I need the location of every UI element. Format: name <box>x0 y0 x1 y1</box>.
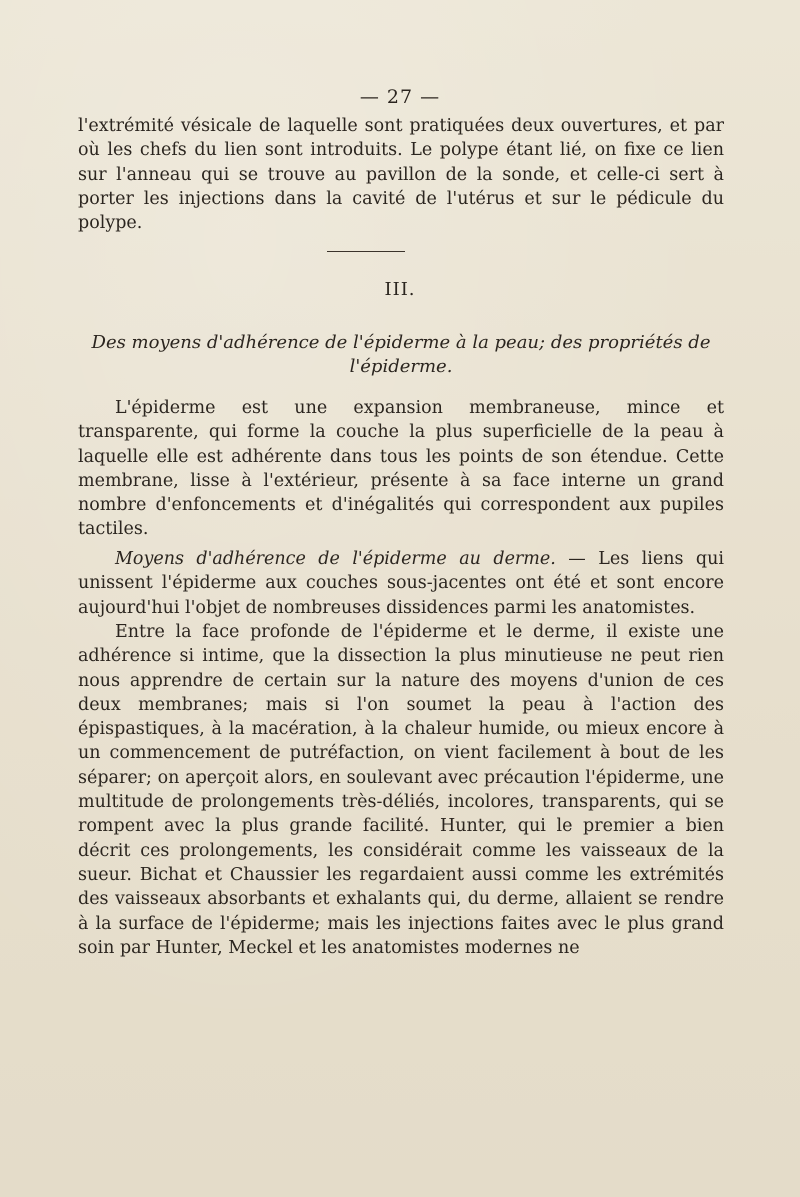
entre-text: Entre la face profonde de l'épiderme et le derme, il existe une adhérence si intime, que la dissection la plus minutieuse ne peut rien nous apprendre de certain sur la nature des moyens d'union de ces deux membranes; mais si l'on soumet la peau à l'action des épispastiques, à la macération, à la chaleur humide, ou mieux encore à un commencement de putréfaction, on vient facilement à bout de les séparer; on aperçoit alors, en soulevant avec précaution l'épiderme, une multitude de prolongements très-déliés, incolores, transparents, qui se rompent avec la plus grande facilité. Hunter, qui le premier a bien décrit ces prolongements, les considérait comme les vaisseaux de la sueur. Bichat et Chaussier les regardaient aussi comme les extrémités des vaisseaux absorbants et exhalants qui, du derme, allaient se rendre à la surface de l'épiderme; mais les injections faites avec le plus grand soin par Hunter, Meckel et les anatomistes modernes ne <box>78 622 724 958</box>
section-title: Des moyens d'adhérence de l'épiderme à la peau; des propriétés de l'épiderme. <box>91 332 711 377</box>
section-number: III. <box>384 279 416 300</box>
continuation-text: l'extrémité vésicale de laquelle sont pratiquées deux ouvertures, et par où les chefs du lien sont introduits. Le polype étant lié, on fixe ce lien sur l'anneau qui se trouve au pavillon de la sonde, et celle-ci sert à porter les injections dans la cavité de l'utérus et sur le pédicule du polype. <box>78 116 724 234</box>
section-divider <box>327 251 405 252</box>
entre-paragraph <box>78 620 724 960</box>
intro-paragraph <box>78 396 724 542</box>
moyens-body: — Les liens qui unissent l'épiderme aux couches sous-jacentes ont été et sont encore aujourd'hui l'objet de nombreuses dissidences parmi les anatomistes. <box>78 549 724 618</box>
moyens-text <box>78 547 724 620</box>
continuation-paragraph <box>78 114 724 235</box>
moyens-paragraph <box>78 547 724 620</box>
intro-text: L'épiderme est une expansion membraneuse, mince et transparente, qui forme la couche la plus superficielle de la peau à laquelle elle est adhérente dans tous les points de son étendue. Cette membrane, lisse à l'extérieur, présente à sa face interne un grand nombre d'enfoncements et d'inégalités qui correspondent aux pupiles tactiles. <box>78 398 724 540</box>
moyens-lead: Moyens d'adhérence de l'épiderme au derme. <box>115 549 556 569</box>
page-number: — 27 — <box>359 86 441 108</box>
